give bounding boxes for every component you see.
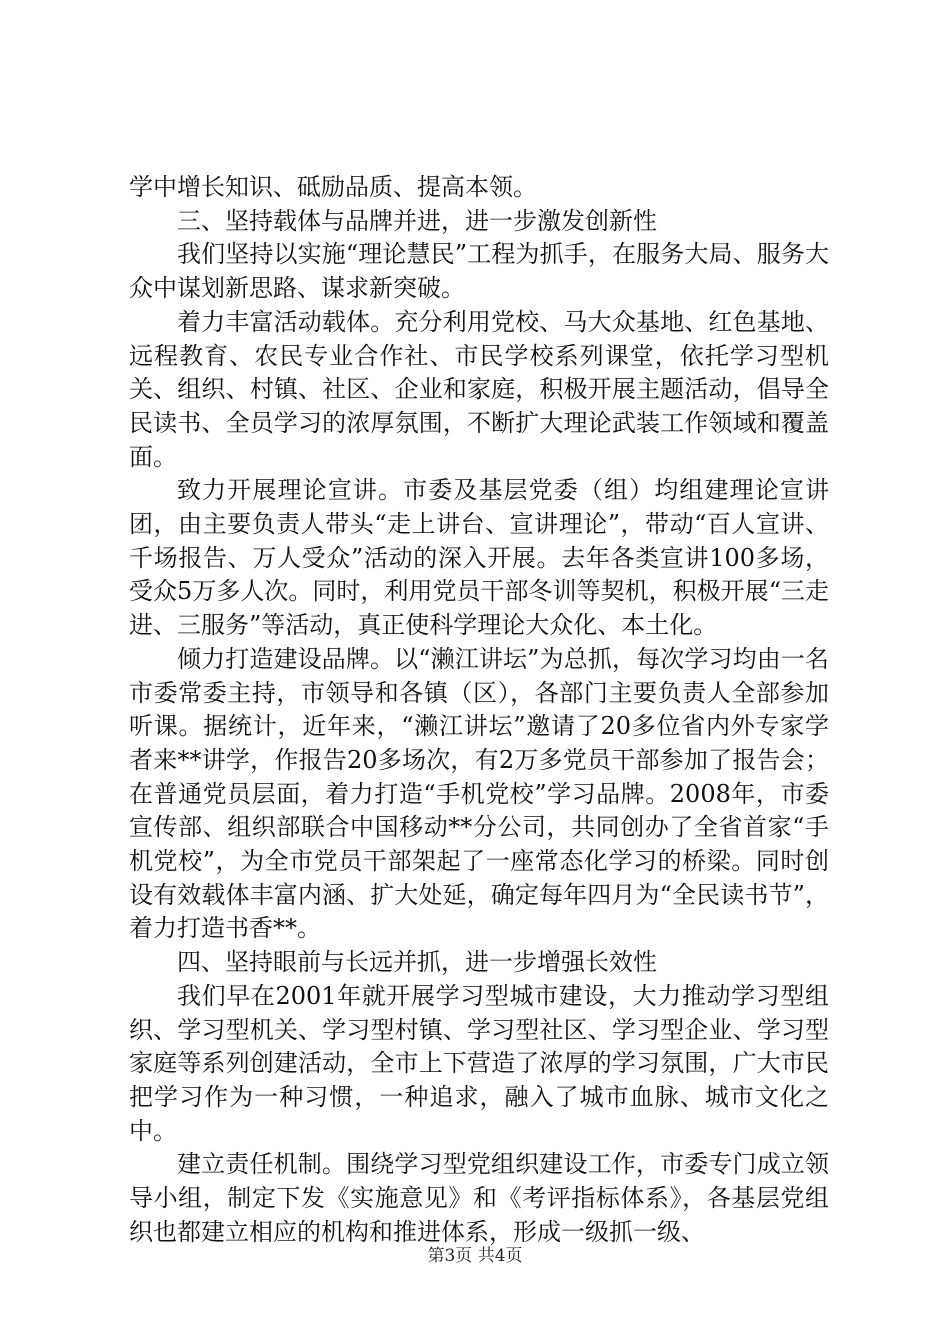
section-heading-4: 四、坚持眼前与长远并抓，进一步增强长效性 — [177, 948, 657, 977]
paragraph-4: 着力丰富活动载体。充分利用党校、马大众基地、红色基地、远程教育、农民专业合作社、市民学校系列课堂，依托学习型机关、组织、村镇、社区、企业和家庭，积极开展主题活动，倡导全民读书、全员学习的浓厚氛围，不断扩大理论武装工作领域和覆盖面。 — [129, 307, 829, 471]
page-number-footer: 第3页 共4页 — [427, 1246, 523, 1266]
section-heading-3: 三、坚持载体与品牌并进，进一步激发创新性 — [177, 206, 657, 235]
paragraph-3: 我们坚持以实施“理论慧民”工程为抓手，在服务大局、服务大众中谋划新思路、谋求新突破。 — [129, 240, 829, 303]
paragraph-1: 学中增长知识、砥励品质、提高本领。 — [129, 173, 537, 201]
paragraph-5: 致力开展理论宣讲。市委及基层党委（组）均组建理论宣讲团，由主要负责人带头“走上讲台、宣讲理论”，带动“百人宣讲、千场报告、万人受众”活动的深入开展。去年各类宣讲100多场，受众5万多人次。同时，利用党员干部冬训等契机，积极开展“三走进、三服务”等活动，真正使科学理论大众化、本土化。 — [129, 476, 829, 640]
paragraph-9: 建立责任机制。围绕学习型党组织建设工作，市委专门成立领导小组，制定下发《实施意见》和《考评指标体系》，各基层党组织也都建立相应的机构和推进体系，形成一级抓一级、 — [129, 1150, 829, 1246]
paragraph-8: 我们早在2001年就开展学习型城市建设，大力推动学习型组织、学习型机关、学习型村镇、学习型社区、学习型企业、学习型家庭等系列创建活动，全市上下营造了浓厚的学习氛围，广大市民把学习作为一种习惯，一种追求，融入了城市血脉、城市文化之中。 — [129, 981, 829, 1145]
paragraph-6: 倾力打造建设品牌。以“濑江讲坛”为总抓，每次学习均由一名市委常委主持，市领导和各镇（区），各部门主要负责人全部参加听课。据统计，近年来，“濑江讲坛”邀请了20多位省内外专家学者来**讲学，作报告20多场次，有2万多党员干部参加了报告会；在普通党员层面，着力打造“手机党校”学习品牌。2008年，市委宣传部、组织部联合中国移动**分公司，共同创办了全省首家“手机党校”，为全市党员干部架起了一座常态化学习的桥梁。同时创设有效载体丰富内涵、扩大处延，确定每年四月为“全民读书节”，着力打造书香**。 — [129, 644, 829, 943]
document-body — [129, 171, 829, 1250]
